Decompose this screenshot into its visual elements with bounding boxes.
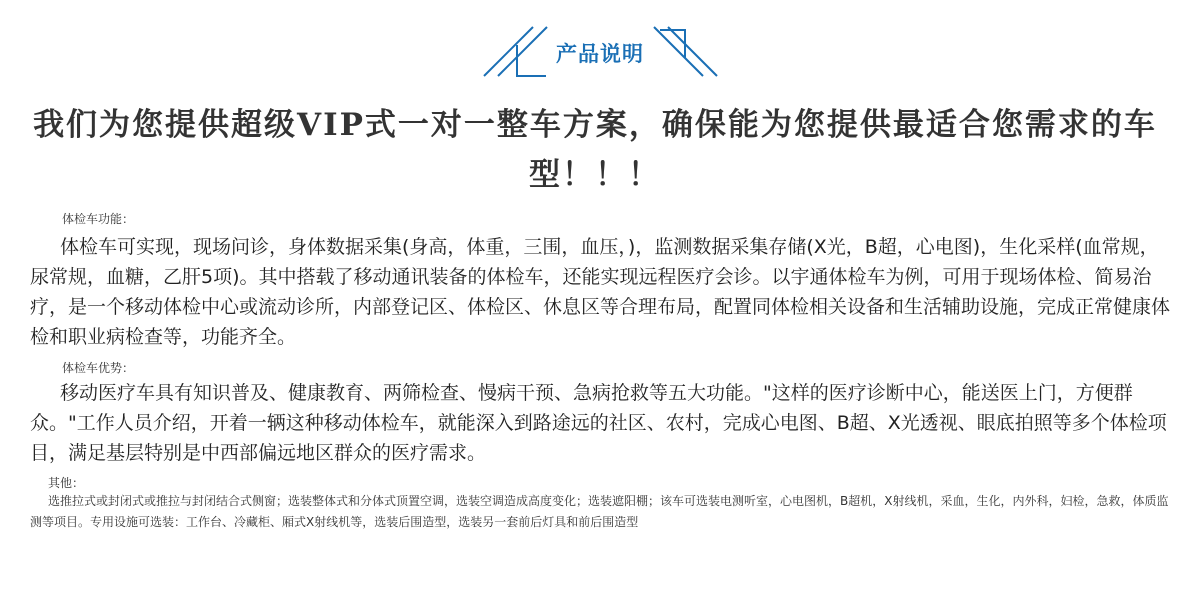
advantages-label: 体检车优势： (62, 361, 135, 375)
advantages-paragraph: 移动医疗车具有知识普及、健康教育、两筛检查、慢病干预、急病抢救等五大功能。"这样的医疗诊断中心，能送医上门，方便群众。"工作人员介绍，开着一辆这种移动体检车，就能深入到路途远的社区、农村，完成心电图、B超、X光透视、眼底拍照等多个体检项目，满足基层特别是中西部偏远地区群众的医疗需求。 (30, 382, 1167, 464)
section-title: 产品说明 (556, 42, 644, 66)
other-paragraph: 选推拉式或封闭式或推拉与封闭结合式侧窗；选装整体式和分体式顶置空调，选装空调造成高度变化；选装遮阳棚；该车可选装电测听室，心电图机，B超机，X射线机，采血，生化，内外科，妇检，急救，体质监测等项目。专用设施可选装：工作台、冷藏柜、厢式X射线机等，选装后围造型，选装另一套前后灯具和前后围造型 (30, 494, 1169, 529)
functions-label: 体检车功能： (62, 212, 135, 226)
functions-paragraph: 体检车可实现，现场问诊，身体数据采集(身高，体重，三围，血压，)，监测数据采集存储(X光，B超，心电图)，生化采样(血常规，尿常规，血糖，乙肝5项)。其中搭载了移动通讯装备的体检车，还能实现远程医疗会诊。以宇通体检车为例，可用于现场体检、简易治疗，是一个移动体检中心或流动诊所，内部登记区、体检区、休息区等合理布局，配置同体检相关设备和生活辅助设施，完成正常健康体检和职业病检查等，功能齐全。 (30, 236, 1171, 348)
headline: 我们为您提供超级VIP式一对一整车方案，确保能为您提供最适合您需求的车型！！！ (33, 107, 1157, 193)
other-label: 其他： (48, 476, 85, 490)
section-header (0, 0, 1190, 90)
